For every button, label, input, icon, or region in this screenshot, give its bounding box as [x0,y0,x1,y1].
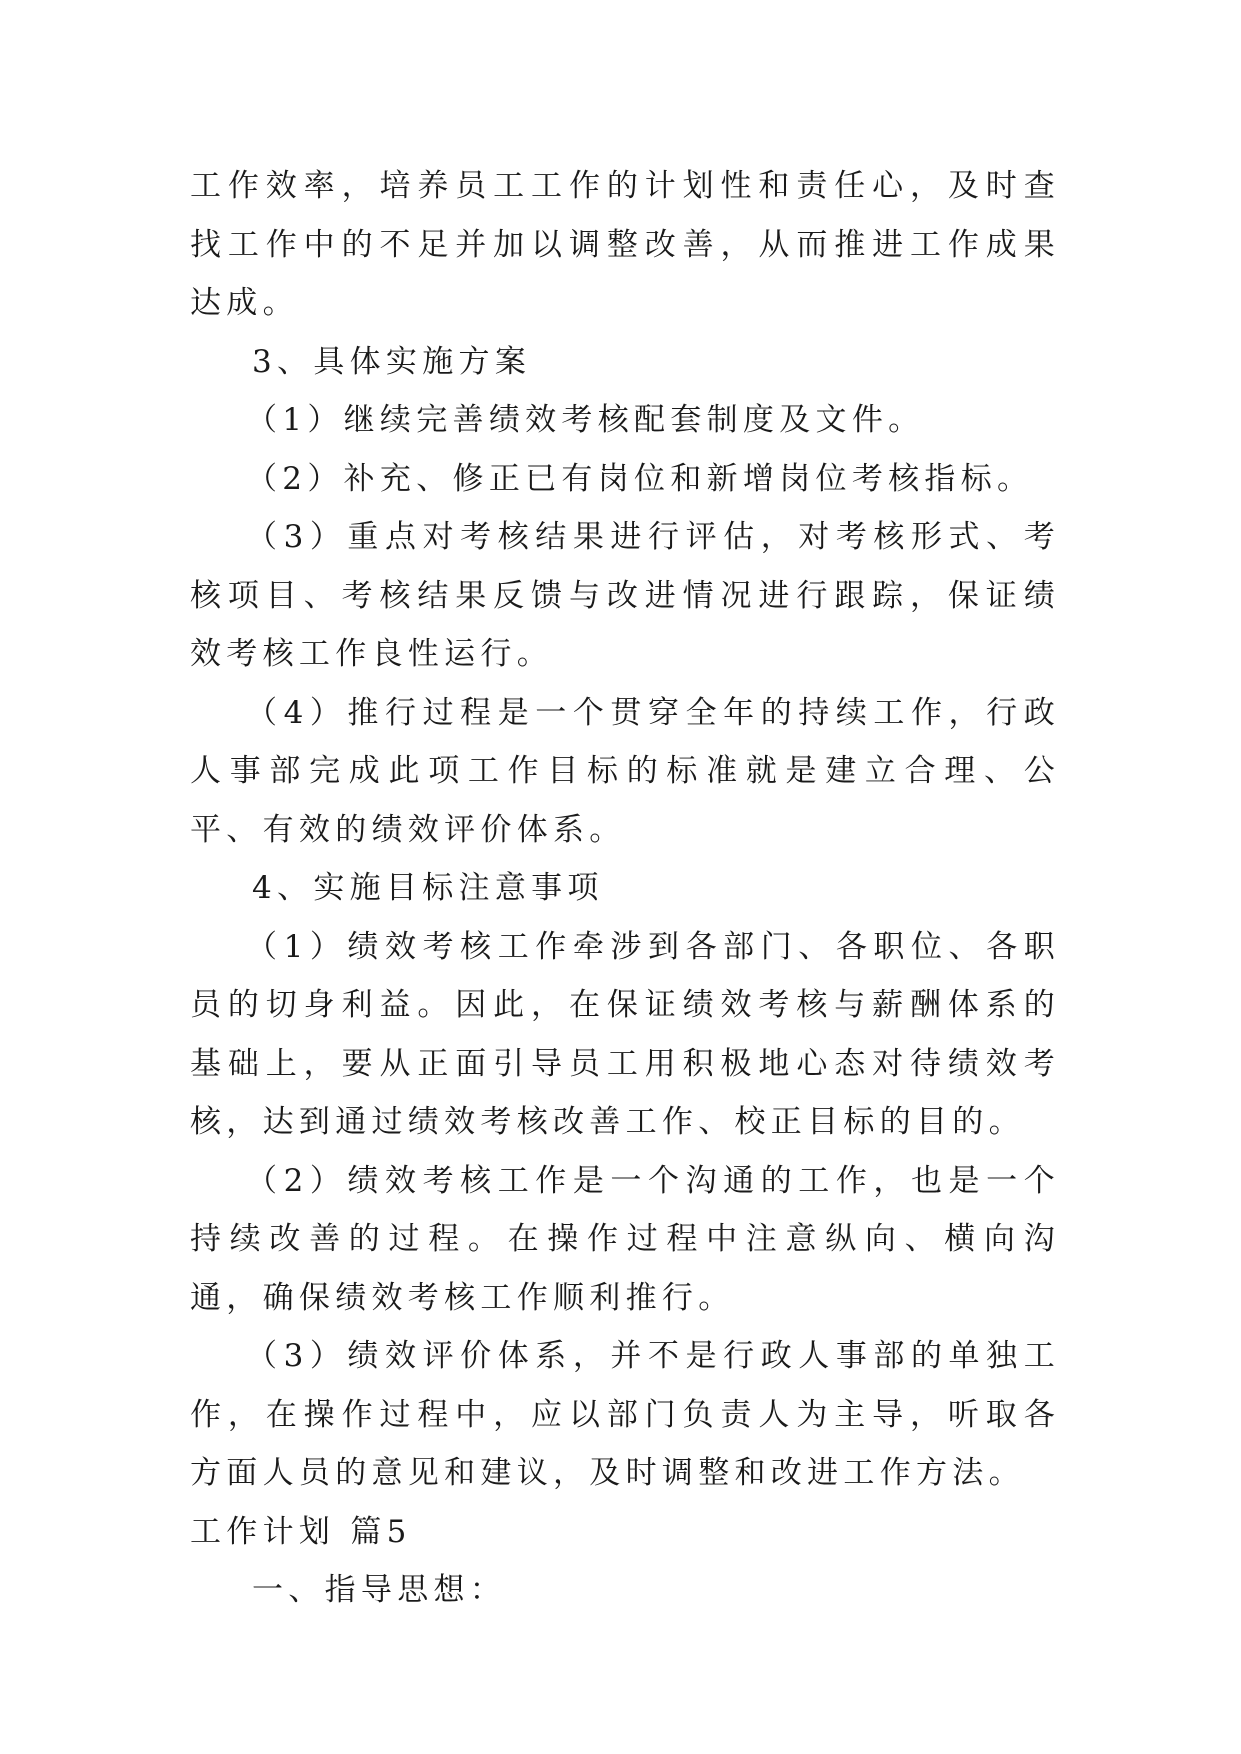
article-title: 工作计划 篇5 [190,1513,412,1550]
notes-item-3: （3）绩效评价体系，并不是行政人事部的单独工作，在操作过程中，应以部门负责人为主导，听取各方面人员的意见和建议，及时调整和改进工作方法。 [190,1338,1060,1491]
section-heading-notes: 4、实施目标注意事项 [252,870,604,906]
notes-item-1: （1）绩效考核工作牵涉到各部门、各职位、各职员的切身利益。因此，在保证绩效考核与薪酬体系的基础上，要从正面引导员工用积极地心态对待绩效考核，达到通过绩效考核改善工作、校正目标的目的。 [190,928,1060,1140]
paragraph-continuation: 工作效率，培养员工工作的计划性和责任心，及时查找工作中的不足并加以调整改善，从而推进工作成果达成。 [190,168,1060,321]
list-item-2: （2）补充、修正已有岗位和新增岗位考核指标。 [246,460,1034,497]
section-heading-implementation-plan: 3、具体实施方案 [252,343,532,380]
list-item-1: （1）继续完善绩效考核配套制度及文件。 [246,402,925,438]
list-item-4: （4）推行过程是一个贯穿全年的持续工作，行政人事部完成此项工作目标的标准就是建立合理、公平、有效的绩效评价体系。 [190,694,1060,848]
notes-item-2: （2）绩效考核工作是一个沟通的工作，也是一个持续改善的过程。在操作过程中注意纵向、横向沟通，确保绩效考核工作顺利推行。 [190,1162,1060,1316]
section-heading-guiding-idea: 一、指导思想： [252,1572,507,1608]
document-body [190,157,1060,1620]
list-item-3: （3）重点对考核结果进行评估，对考核形式、考核项目、考核结果反馈与改进情况进行跟踪，保证绩效考核工作良性运行。 [190,519,1060,672]
